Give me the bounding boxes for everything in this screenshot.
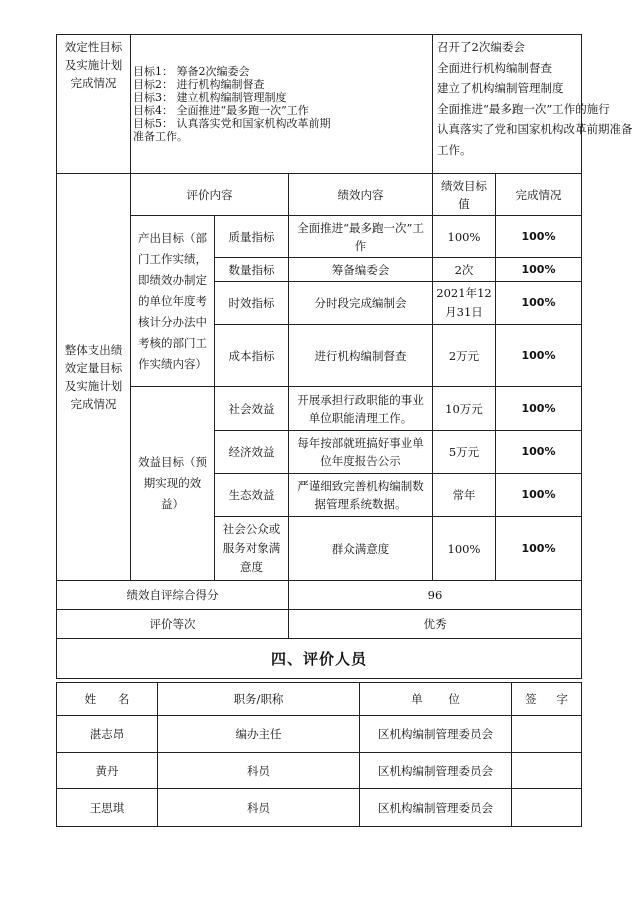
header-status: 完成情况: [496, 174, 582, 216]
status-cell: 100%: [496, 431, 582, 474]
goal-line: 目标2： 进行机构编制督查: [133, 78, 265, 91]
person-name: 王思琪: [57, 789, 158, 827]
score-value: 96: [289, 581, 582, 610]
result-line: 全面进行机构编制督查: [437, 60, 552, 75]
person-name: 黄丹: [57, 753, 158, 789]
qualitative-goals-cell: [131, 35, 433, 174]
goal-line: 目标3： 建立机构编制管理制度: [133, 91, 287, 104]
effect-goal-label: 效益目标（预期实现的效益）: [131, 387, 215, 581]
evaluation-table: [56, 34, 633, 679]
grade-value: 优秀: [289, 610, 582, 639]
header-sign: 签 字: [512, 683, 582, 716]
person-title: 科员: [158, 789, 360, 827]
target-cell: 2021年12月31日: [433, 282, 496, 325]
perf-content-cell: 每年按部就班搞好事业单位年度报告公示: [289, 431, 433, 474]
result-line: 认真落实了党和国家机构改革前期准备: [437, 122, 633, 136]
output-goal-label: 产出目标（部门工作实绩，即绩效办制定的单位年度考核计分办法中考核的部门工作实绩内容）: [131, 216, 215, 387]
target-cell: 10万元: [433, 387, 496, 431]
target-cell: 2万元: [433, 325, 496, 387]
grade-label: 评价等次: [57, 610, 289, 639]
person-signature: [512, 789, 582, 827]
perf-content-cell: 开展承担行政职能的事业单位职能清理工作。: [289, 387, 433, 431]
indicator-cell: 社会效益: [215, 387, 289, 431]
goal-line: 目标4： 全面推进“最多跑一次”工作: [133, 104, 309, 117]
person-unit: 区机构编制管理委员会: [360, 716, 512, 753]
indicator-cell: 时效指标: [215, 282, 289, 325]
person-title: 科员: [158, 753, 360, 789]
perf-content-cell: 筹备编委会: [289, 258, 433, 282]
result-line: 工作。: [437, 142, 472, 157]
status-cell: 100%: [496, 216, 582, 258]
personnel-table: [56, 682, 582, 827]
result-line: 召开了2次编委会: [437, 40, 525, 54]
person-signature: [512, 753, 582, 789]
result-line: 全面推进“最多跑一次”工作的施行: [437, 101, 610, 116]
person-signature: [512, 716, 582, 753]
indicator-cell: 成本指标: [215, 325, 289, 387]
header-unit: 单 位: [360, 683, 512, 716]
header-target: 绩效目标值: [433, 174, 496, 216]
overall-label: 整体支出绩效定量目标及实施计划完成情况: [57, 174, 131, 581]
goal-line: 目标1： 筹备2次编委会: [133, 65, 250, 78]
perf-content-cell: 分时段完成编制会: [289, 282, 433, 325]
section-title: 四、评价人员: [57, 639, 582, 679]
person-name: 湛志昂: [57, 716, 158, 753]
qualitative-label: 效定性目标及实施计划完成情况: [57, 35, 131, 174]
status-cell: 100%: [496, 325, 582, 387]
person-title: 编办主任: [158, 716, 360, 753]
target-cell: 5万元: [433, 431, 496, 474]
target-cell: 常年: [433, 474, 496, 517]
perf-content-cell: 严谨细致完善机构编制数据管理系统数据。: [289, 474, 433, 517]
status-cell: 100%: [496, 517, 582, 581]
perf-content-cell: 进行机构编制督查: [289, 325, 433, 387]
header-content: 评价内容: [131, 174, 289, 216]
indicator-cell: 数量指标: [215, 258, 289, 282]
header-name: 姓 名: [57, 683, 158, 716]
header-perf: 绩效内容: [289, 174, 433, 216]
perf-content-cell: 群众满意度: [289, 517, 433, 581]
result-line: 建立了机构编制管理制度: [437, 81, 564, 95]
target-cell: 2次: [433, 258, 496, 282]
status-cell: 100%: [496, 282, 582, 325]
header-title: 职务/职称: [158, 683, 360, 716]
perf-content-cell: 全面推进“最多跑一次”工作: [289, 216, 433, 258]
qualitative-results-cell: [433, 35, 633, 174]
target-cell: 100%: [433, 216, 496, 258]
status-cell: 100%: [496, 258, 582, 282]
indicator-cell: 生态效益: [215, 474, 289, 517]
target-cell: 100%: [433, 517, 496, 581]
goal-line: 准备工作。: [133, 130, 188, 143]
score-label: 绩效自评综合得分: [57, 581, 289, 610]
indicator-cell: 经济效益: [215, 431, 289, 474]
status-cell: 100%: [496, 474, 582, 517]
indicator-cell: 社会公众或服务对象满意度: [215, 517, 289, 581]
goal-line: 目标5： 认真落实党和国家机构改革前期: [133, 117, 331, 130]
person-unit: 区机构编制管理委员会: [360, 789, 512, 827]
indicator-cell: 质量指标: [215, 216, 289, 258]
person-unit: 区机构编制管理委员会: [360, 753, 512, 789]
status-cell: 100%: [496, 387, 582, 431]
